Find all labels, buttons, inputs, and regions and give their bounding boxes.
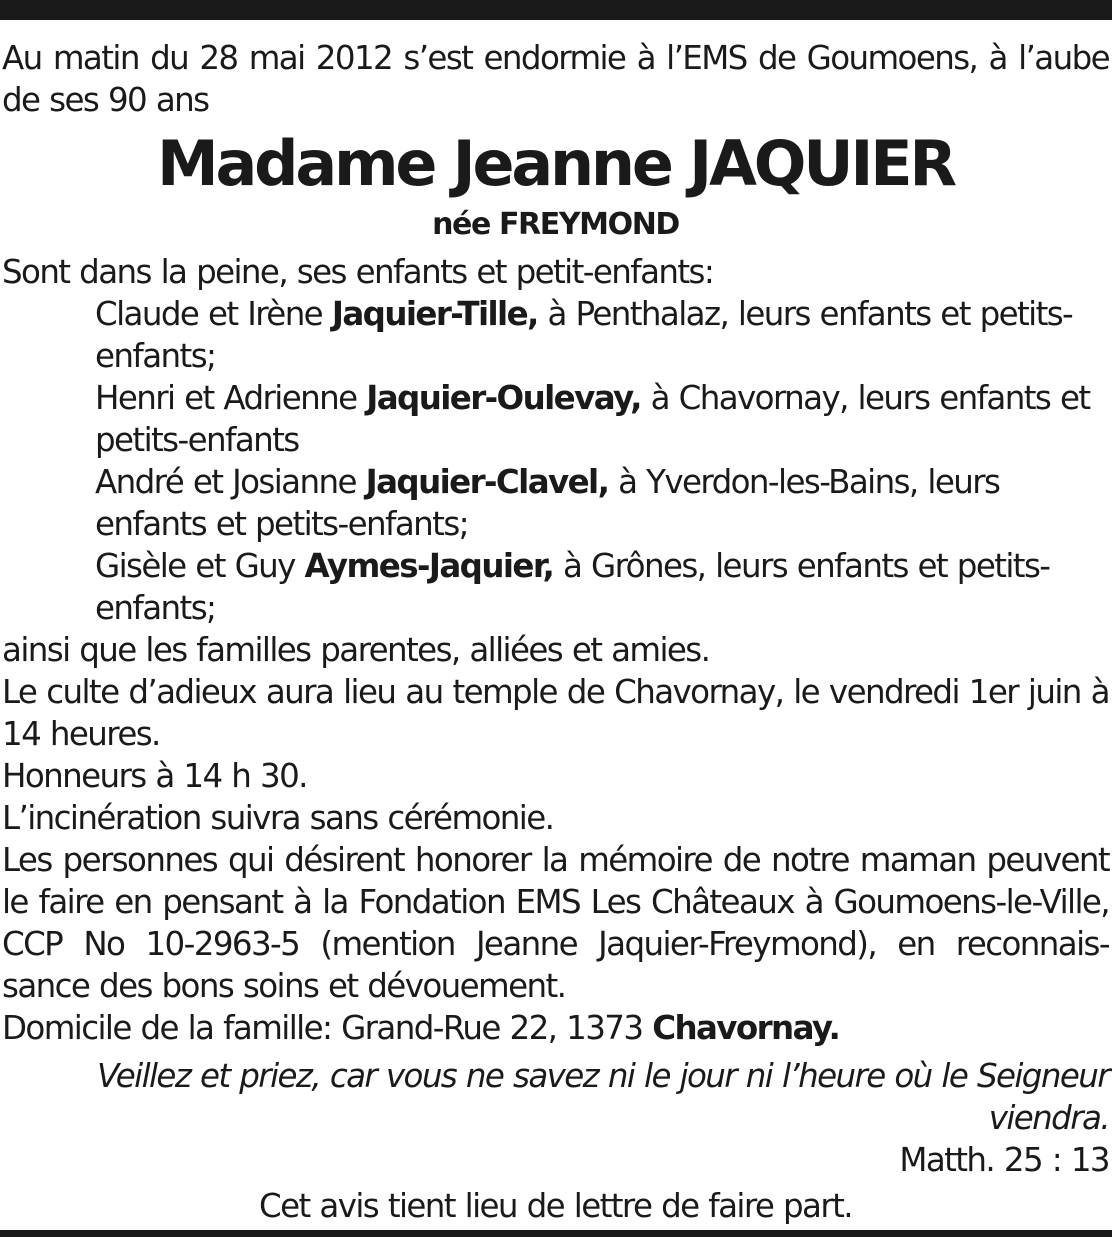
family-entry-names: André et Josianne	[95, 463, 366, 501]
family-entry-surname: Jaquier-Tille,	[331, 295, 538, 333]
verse-reference: Matth. 25 : 13	[899, 1141, 1109, 1179]
family-entry	[95, 461, 1109, 545]
family-entry-rest: à Yverdon-les-Bains, leurs enfants et petits-enfants;	[95, 463, 1000, 543]
family-entry-names: Henri et Adrienne	[95, 379, 367, 417]
family-address	[2, 1007, 1109, 1049]
family-entry-rest: à Penthalaz, leurs enfants et petits-enfants;	[95, 295, 1073, 375]
family-entry-rest: à Chavornay, leurs enfants et petits-enfants	[95, 379, 1090, 459]
closing-note: Cet avis tient lieu de lettre de faire part.	[259, 1187, 852, 1225]
service-text: Le culte d’adieux aura lieu au temple de Chavornay, le vendredi 1er juin à 14 heures.	[2, 673, 1109, 753]
family-entry-rest: à Grônes, leurs enfants et petits-enfants;	[95, 547, 1050, 627]
family-entry	[95, 545, 1109, 629]
address-text: Domicile de la famille: Grand-Rue 22, 1373	[2, 1009, 653, 1047]
bible-verse: Veillez et priez, car vous ne savez ni le jour ni l’heure où le Seigneur viendra.	[97, 1057, 1109, 1137]
obituary-notice	[2, 37, 1109, 1227]
maiden-name: née FREYMOND	[432, 207, 679, 242]
family-entry-names: Gisèle et Guy	[95, 547, 305, 585]
family-entry-names: Claude et Irène	[95, 295, 332, 333]
deceased-name: Madame Jeanne JAQUIER	[157, 127, 954, 200]
family-list	[2, 293, 1109, 629]
family-entry-surname: Aymes-Jaquier,	[304, 547, 554, 585]
bottom-rule	[0, 1230, 1112, 1237]
family-entry-surname: Jaquier-Clavel,	[365, 463, 609, 501]
family-entry	[95, 293, 1109, 377]
family-entry	[95, 377, 1109, 461]
family-entry-surname: Jaquier-Oulevay,	[366, 379, 641, 417]
top-rule	[0, 0, 1112, 20]
donation-text: Les personnes qui désirent honorer la mémoire de notre maman peuvent le faire en pensant à la Fondation EMS Les Châteaux à Goumoens-le-Ville, CCP No 10-2963-5 (mention Jeanne Jaquier-Freymond), en reconnais-sance des bons soins et dévouement.	[2, 841, 1109, 1005]
cremation-text: L’incinération suivra sans cérémonie.	[2, 799, 554, 837]
address-town: Chavornay.	[652, 1009, 840, 1047]
honours-text: Honneurs à 14 h 30.	[2, 757, 307, 795]
intro-text: Au matin du 28 mai 2012 s’est endormie à l’EMS de Goumoens, à l’aube de ses 90 ans	[2, 39, 1109, 119]
relatives-text: ainsi que les familles parentes, alliées et amies.	[2, 631, 710, 669]
mourners-intro: Sont dans la peine, ses enfants et petit-enfants:	[2, 253, 714, 291]
